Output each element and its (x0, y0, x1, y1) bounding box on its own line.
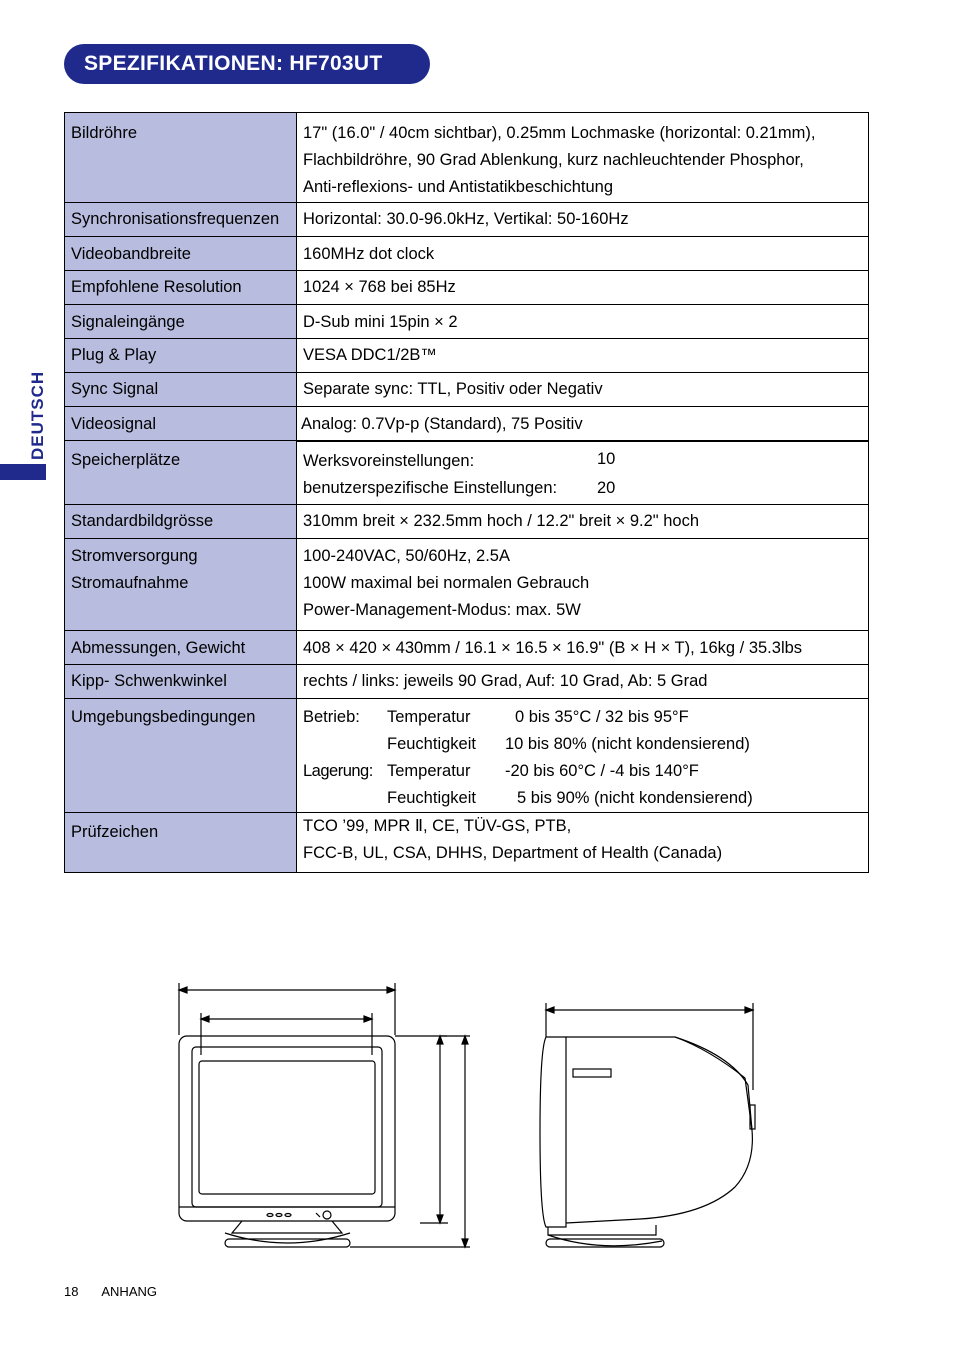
spec-line: TCO ’99, MPR Ⅱ, CE, TÜV-GS, PTB, (303, 817, 572, 835)
spec-row (65, 305, 869, 339)
spec-value (297, 271, 869, 305)
env-mode (303, 731, 387, 758)
spec-row (65, 813, 869, 873)
spec-line: 17" (16.0" / 40cm sichtbar), 0.25mm Lochmaske (horizontal: 0.21mm), (303, 124, 816, 142)
spec-table-body (65, 113, 869, 873)
spec-line: Flachbildröhre, 90 Grad Ablenkung, kurz nachleuchtender Phosphor, (303, 151, 804, 169)
spec-line: D-Sub mini 15pin × 2 (303, 313, 458, 331)
spec-line: rechts / links: jeweils 90 Grad, Auf: 10 Grad, Ab: 5 Grad (303, 672, 708, 690)
spec-value (297, 203, 869, 237)
env-param: Feuchtigkeit (387, 735, 476, 753)
env-param: Feuchtigkeit (387, 789, 476, 807)
spec-key: Videobandbreite (65, 237, 297, 271)
spec-value (297, 373, 869, 407)
spec-key: Standardbildgrösse (65, 505, 297, 539)
spec-line: Power-Management-Modus: max. 5W (303, 601, 581, 619)
env-mode (303, 785, 387, 812)
spec-row (65, 339, 869, 373)
spec-key: Bildröhre (65, 113, 297, 203)
spec-line: Horizontal: 30.0-96.0kHz, Vertikal: 50-160Hz (303, 210, 629, 228)
env-param: Temperatur (387, 708, 471, 726)
spec-line: Separate sync: TTL, Positiv oder Negativ (303, 380, 603, 398)
spec-line: 100W maximal bei normalen Gebrauch (303, 574, 590, 592)
power-key: Stromversorgung (71, 547, 198, 565)
spec-line: 1024 × 768 bei 85Hz (303, 278, 456, 296)
spec-line: 310mm breit × 232.5mm hoch / 12.2" breit × 9.2" hoch (303, 512, 700, 530)
spec-value (297, 813, 869, 873)
spec-key: Umgebungsbedingungen (65, 699, 297, 813)
spec-key: Videosignal (65, 407, 297, 441)
spec-row (65, 631, 869, 665)
monitor-side-view (540, 1003, 755, 1247)
spec-key: Signaleingänge (65, 305, 297, 339)
monitor-front-view (179, 983, 470, 1247)
spec-line: FCC-B, UL, CSA, DHHS, Department of Health (Canada) (303, 844, 723, 862)
spec-row (65, 271, 869, 305)
env-value: -20 bis 60°C / -4 bis 140°F (505, 762, 699, 780)
spec-key: Empfohlene Resolution (65, 271, 297, 305)
env-param: Temperatur (387, 762, 471, 780)
spec-line: 160MHz dot clock (303, 245, 435, 263)
monitor-dimension-drawing (170, 975, 790, 1260)
page-number: 18 (64, 1284, 79, 1299)
spec-value (297, 407, 869, 441)
spec-value (297, 699, 869, 813)
spec-value (297, 305, 869, 339)
spec-row (65, 113, 869, 203)
spec-line: 408 × 420 × 430mm / 16.1 × 16.5 × 16.9" (B × H × T), 16kg / 35.3lbs (303, 639, 803, 657)
page-title: SPEZIFIKATIONEN: HF703UT (64, 44, 430, 84)
env-mode: Lagerung: (303, 762, 373, 780)
env-value: 5 bis 90% (nicht kondensierend) (517, 789, 753, 807)
spec-value (297, 441, 869, 505)
spec-key: Synchronisationsfrequenzen (65, 203, 297, 237)
spec-key: Abmessungen, Gewicht (65, 631, 297, 665)
section-name: ANHANG (101, 1284, 157, 1299)
memory-grid (303, 448, 864, 502)
memory-value: 10 (597, 449, 616, 468)
page-footer (64, 1284, 177, 1299)
spec-row (65, 441, 869, 505)
env-value: 10 bis 80% (nicht kondensierend) (505, 735, 750, 753)
spec-key: Speicherplätze (65, 441, 297, 505)
environment-grid (303, 704, 864, 812)
spec-row (65, 237, 869, 271)
language-tab-bar (0, 464, 46, 480)
env-value: 0 bis 35°C / 32 bis 95°F (515, 708, 689, 726)
spec-row (65, 407, 869, 441)
spec-row (65, 505, 869, 539)
spec-row (65, 373, 869, 407)
spec-line: 100-240VAC, 50/60Hz, 2.5A (303, 547, 510, 565)
spec-row (65, 203, 869, 237)
spec-value (297, 505, 869, 539)
spec-row (65, 539, 869, 631)
memory-label: benutzerspezifische Einstellungen: (303, 478, 558, 497)
spec-value (297, 539, 869, 631)
spec-key (65, 539, 297, 631)
spec-key: Prüfzeichen (65, 813, 297, 873)
memory-label: Werksvoreinstellungen: (303, 451, 475, 470)
spec-row (65, 699, 869, 813)
spec-row (65, 665, 869, 699)
power-key: Stromaufnahme (71, 574, 189, 592)
spec-value (297, 339, 869, 373)
language-tab (0, 356, 46, 480)
spec-table (64, 112, 869, 873)
language-tab-label: DEUTSCH (28, 370, 47, 460)
spec-value (297, 113, 869, 203)
spec-value (297, 665, 869, 699)
spec-line: Anti-reflexions- und Antistatikbeschichtung (303, 178, 614, 196)
spec-key: Sync Signal (65, 373, 297, 407)
spec-key: Kipp- Schwenkwinkel (65, 665, 297, 699)
spec-line: Analog: 0.7Vp-p (Standard), 75 Positiv (301, 415, 583, 433)
spec-line: VESA DDC1/2B™ (303, 346, 437, 364)
memory-value: 20 (597, 478, 616, 497)
spec-key: Plug & Play (65, 339, 297, 373)
env-mode: Betrieb: (303, 708, 360, 726)
spec-value (297, 237, 869, 271)
spec-value (297, 631, 869, 665)
